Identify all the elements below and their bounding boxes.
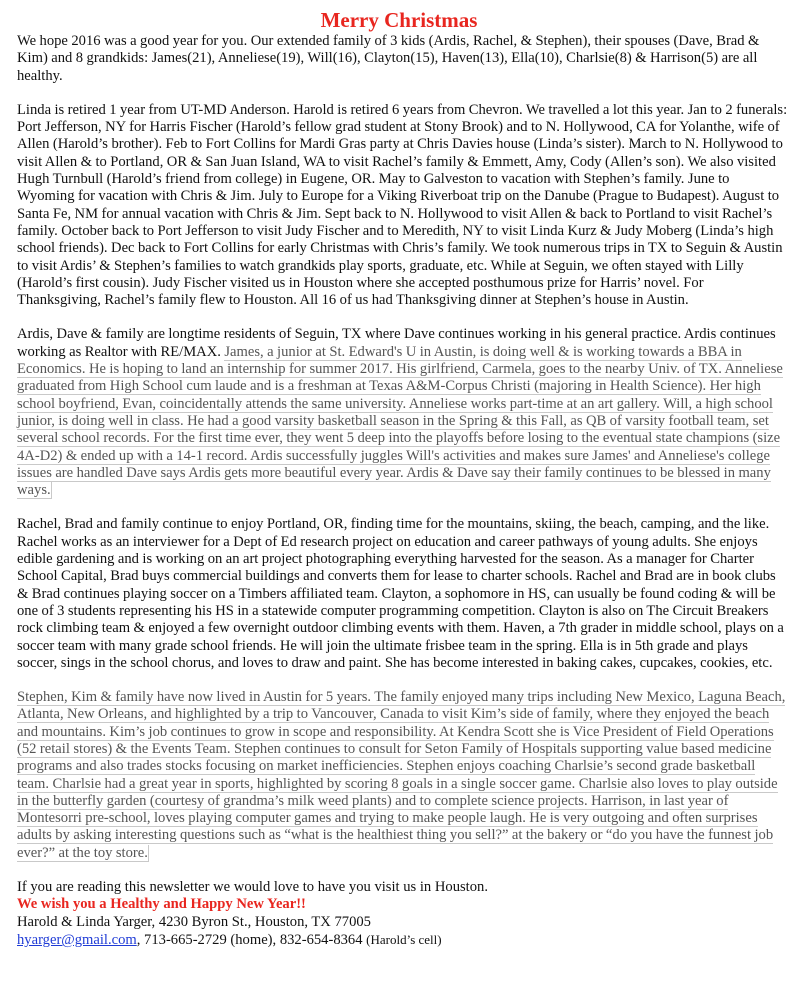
newsletter-page — [17, 8, 789, 949]
address-line: Harold & Linda Yarger, 4230 Byron St., Houston, TX 77005 — [17, 913, 371, 930]
newsletter-title: Merry Christmas — [320, 8, 478, 32]
paragraph-spacer — [17, 499, 789, 516]
contact-line — [17, 931, 789, 949]
paragraph-spacer — [17, 672, 789, 689]
paragraph-spacer — [17, 85, 789, 102]
rachel-family-paragraph: Rachel, Brad and family continue to enjoy Portland, OR, finding time for the mountains, skiing, the beach, camping, and the like. Rachel works as an interviewer for a Dept of Ed research project on education and career pathways of young adults. She enjoys edible gardening and is working on an art project photographing everything harvested for the season. As a manager for Charter School Capital, Brad buys commercial buildings and converts them for lease to charter schools. Rachel and Brad are in book clubs & Brad continues playing soccer on a Timbers affiliated team. Clayton, a sophomore in HS, can usually be found coding & will be one of 3 students representing his HS in a statewide computer programming competition. Clayton is also on The Circuit Breakers rock climbing team & enjoyed a few overnight outdoor climbing events with them. Haven, a 7th grader in middle school, plays on a soccer team with many grade school friends. He will join the ultimate frisbee team in the spring. Ella is in 5th grade and plays soccer, sings in the school chorus, and loves to draw and paint. She has become interested in baking cakes, cupcakes, cookies, etc. — [17, 516, 784, 671]
travel-paragraph: Linda is retired 1 year from UT-MD Anderson. Harold is retired 6 years from Chevron. We travelled a lot this year. Jan to 2 funerals: Port Jefferson, NY for Harris Fischer (Harold’s fellow grad student at Stony Brook) and to N. Hollywood, CA for Yolanthe, wife of Allen (Harold’s brother). Feb to Fort Collins for Mardi Gras party at Chris Davies house (Linda’s sister). March to N. Hollywood to visit Allen & to Portland, OR & San Juan Island, WA to visit Rachel’s family & Emmett, Amy, Cody (Allen’s son). We also visited Hugh Turnbull (Harold’s friend from college) in Eugene, OR. May to Galveston to vacation with Stephen’s family. June to Wyoming for vacation with Chris & Jim. July to Europe for a Viking Riverboat trip on the Danube (Prague to Budapest). August to Santa Fe, NM for annual vacation with Chris & Jim. Sept back to N. Hollywood to visit Allen & back to Portland to visit Rachel’s family. October back to Port Jefferson to visit Judy Fischer and to Meredith, NY to visit Linda Kurz & Judy Moberg (Linda’s high school friends). Dec back to Fort Collins for early Christmas with Chris’s family. We took numerous trips in TX to Seguin & Austin to visit Ardis’ & Stephen’s families to watch grandkids play sports, graduate, etc. While at Seguin, we often stayed with Lilly (Harold’s first cousin). Judy Fischer visited us in Houston where she accepted posthumous prize for Harris’ novel. For Thanksgiving, Rachel’s family flew to Houston. All 16 of us had Thanksgiving dinner at Stephen’s house in Austin. — [17, 101, 788, 309]
ardis-kids-text: James, a junior at St. Edward's U in Austin, is doing well & is working towards a BBA in Economics. He is hoping to land an internship for summer 2017. His girlfriend, Carmela, goes to the nearby Univ. of TX. Anneliese graduated from High School cum laude and is a freshman at Texas A&M-Corpus Christi (majoring in Health Science). Her high school boyfriend, Evan, coincidentally attends the same university. Anneliese works part-time at an art gallery. Will, a high school junior, is doing well in class. He had a good varsity basketball season in the Spring & this Fall, as QB of varsity football team, set several school records. For the first time ever, they went 5 deep into the playoffs before losing to the eventual state champions (size 4A-D2) & ended up with a 14-1 record. Ardis successfully juggles Will's activities and makes sure James' and Anneliese's college issues are handled Dave says Ardis gets more beautiful every year. Ardis & Dave say their family continues to be blessed in many ways. — [17, 343, 783, 499]
paragraph-spacer — [17, 309, 789, 326]
email-link[interactable]: hyarger@gmail.com — [17, 931, 137, 948]
phone-numbers: , 713-665-2729 (home), 832-654-8364 — [136, 931, 367, 948]
ardis-intro-text: Ardis, Dave & family are longtime residents of Seguin, TX where Dave continues working in his general practice. Ardis continues working as Realtor with RE/MAX. — [17, 326, 776, 360]
stephen-family-text: Stephen, Kim & family have now lived in Austin for 5 years. The family enjoyed many trips including New Mexico, Laguna Beach, Atlanta, New Orleans, and highlighted by a trip to Vancouver, Canada to visit Kim’s side of family, where they enjoyed the beach and mountains. Kim’s job continues to grow in scope and responsibility. At Kendra Scott she is Vice President of Field Operations (52 retail stores) & the Events Team. Stephen continues to consult for Seton Family of Hospitals supporting value based medicine programs and also trades stocks focusing on market inefficiencies. Stephen enjoys coaching Charlsie’s second grade basketball team. Charlsie had a great year in sports, highlighted by scoring 8 goals in a single soccer game. Charlsie also loves to play outside in the butterfly garden (courtesy of grandma’s milk weed plants) and to complete science projects. Harrison, in last year of Montesorri pre-school, loves playing computer games and trying to make people laugh. He is very outgoing and often surprises adults by asking interesting questions such as “what is the healthiest thing you sell?” at the bakery or “do you have the funnest job ever?” at the toy store. — [17, 689, 786, 861]
paragraph-spacer — [17, 862, 789, 879]
intro-paragraph: We hope 2016 was a good year for you. Our extended family of 3 kids (Ardis, Rachel, & Stephen), their spouses (Dave, Brad & Kim) and 8 grandkids: James(21), Anneliese(19), Will(16), Clayton(15), Haven(13), Ella(10), Charlsie(8) & Harrison(5) are all healthy. — [17, 33, 760, 84]
closing-line: If you are reading this newsletter we would love to have you visit us in Houston. — [17, 879, 488, 896]
ardis-family-paragraph — [17, 326, 789, 499]
new-year-wish: We wish you a Healthy and Happy New Year!! — [17, 896, 306, 913]
cell-note: (Harold’s cell) — [366, 931, 442, 947]
stephen-family-paragraph — [17, 689, 789, 862]
